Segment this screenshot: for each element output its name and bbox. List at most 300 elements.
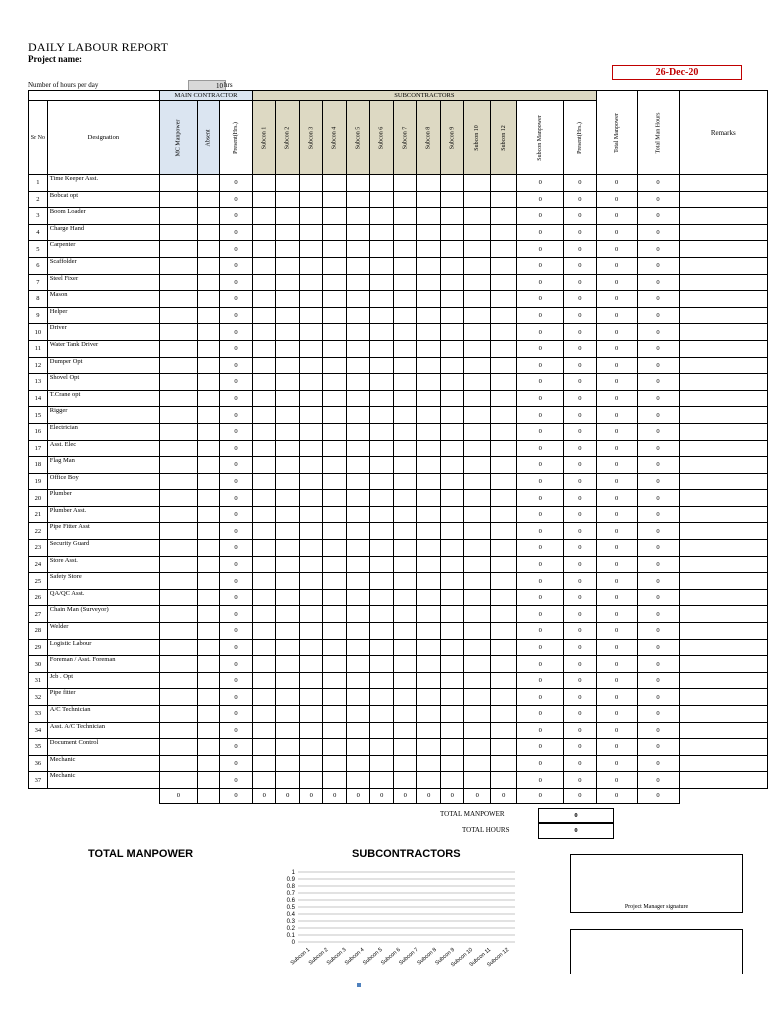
subcon-cell[interactable] (393, 606, 417, 623)
absent-cell[interactable] (197, 623, 219, 640)
subcon-cell[interactable] (464, 473, 491, 490)
subcon-cell[interactable] (252, 656, 276, 673)
subcon-cell[interactable] (252, 457, 276, 474)
subcon-cell[interactable] (252, 374, 276, 391)
subcon-cell[interactable] (393, 490, 417, 507)
subcon-cell[interactable] (393, 556, 417, 573)
absent-cell[interactable] (197, 291, 219, 308)
mc-manpower-cell[interactable] (159, 623, 197, 640)
mc-manpower-cell[interactable] (159, 473, 197, 490)
subcon-cell[interactable] (323, 689, 347, 706)
mc-manpower-cell[interactable] (159, 224, 197, 241)
remarks-cell[interactable] (679, 606, 767, 623)
subcon-cell[interactable] (252, 224, 276, 241)
subcon-cell[interactable] (276, 722, 300, 739)
remarks-cell[interactable] (679, 540, 767, 557)
subcon-cell[interactable] (323, 606, 347, 623)
subcon-cell[interactable] (276, 407, 300, 424)
subcon-cell[interactable] (346, 589, 370, 606)
subcon-cell[interactable] (276, 340, 300, 357)
subcon-cell[interactable] (440, 606, 464, 623)
subcon-cell[interactable] (440, 191, 464, 208)
absent-cell[interactable] (197, 257, 219, 274)
subcon-cell[interactable] (323, 540, 347, 557)
subcon-cell[interactable] (323, 423, 347, 440)
subcon-cell[interactable] (440, 755, 464, 772)
subcon-cell[interactable] (490, 307, 517, 324)
remarks-cell[interactable] (679, 274, 767, 291)
subcon-cell[interactable] (393, 241, 417, 258)
subcon-cell[interactable] (393, 457, 417, 474)
subcon-cell[interactable] (464, 307, 491, 324)
remarks-cell[interactable] (679, 340, 767, 357)
absent-cell[interactable] (197, 307, 219, 324)
subcon-cell[interactable] (346, 423, 370, 440)
subcon-cell[interactable] (370, 291, 394, 308)
subcon-cell[interactable] (299, 440, 323, 457)
subcon-cell[interactable] (276, 490, 300, 507)
subcon-cell[interactable] (490, 224, 517, 241)
subcon-cell[interactable] (252, 540, 276, 557)
subcon-cell[interactable] (276, 755, 300, 772)
subcon-cell[interactable] (417, 506, 441, 523)
subcon-cell[interactable] (370, 340, 394, 357)
remarks-cell[interactable] (679, 739, 767, 756)
remarks-cell[interactable] (679, 755, 767, 772)
subcon-cell[interactable] (464, 606, 491, 623)
subcon-cell[interactable] (323, 755, 347, 772)
subcon-cell[interactable] (346, 623, 370, 640)
subcon-cell[interactable] (323, 324, 347, 341)
subcon-cell[interactable] (346, 606, 370, 623)
mc-manpower-cell[interactable] (159, 324, 197, 341)
mc-manpower-cell[interactable] (159, 506, 197, 523)
subcon-cell[interactable] (464, 506, 491, 523)
mc-manpower-cell[interactable] (159, 390, 197, 407)
subcon-cell[interactable] (323, 523, 347, 540)
subcon-cell[interactable] (323, 672, 347, 689)
subcon-cell[interactable] (464, 241, 491, 258)
subcon-cell[interactable] (323, 739, 347, 756)
subcon-cell[interactable] (346, 257, 370, 274)
mc-manpower-cell[interactable] (159, 340, 197, 357)
subcon-cell[interactable] (464, 208, 491, 225)
subcon-cell[interactable] (323, 357, 347, 374)
absent-cell[interactable] (197, 706, 219, 723)
subcon-cell[interactable] (464, 340, 491, 357)
subcon-cell[interactable] (417, 523, 441, 540)
subcon-cell[interactable] (299, 208, 323, 225)
remarks-cell[interactable] (679, 224, 767, 241)
absent-cell[interactable] (197, 672, 219, 689)
remarks-cell[interactable] (679, 423, 767, 440)
subcon-cell[interactable] (490, 175, 517, 192)
remarks-cell[interactable] (679, 506, 767, 523)
subcon-cell[interactable] (299, 423, 323, 440)
subcon-cell[interactable] (464, 390, 491, 407)
subcon-cell[interactable] (464, 175, 491, 192)
subcon-cell[interactable] (490, 274, 517, 291)
remarks-cell[interactable] (679, 291, 767, 308)
subcon-cell[interactable] (276, 390, 300, 407)
subcon-cell[interactable] (417, 639, 441, 656)
subcon-cell[interactable] (417, 556, 441, 573)
subcon-cell[interactable] (464, 706, 491, 723)
subcon-cell[interactable] (252, 739, 276, 756)
mc-manpower-cell[interactable] (159, 175, 197, 192)
subcon-cell[interactable] (346, 706, 370, 723)
subcon-cell[interactable] (299, 473, 323, 490)
subcon-cell[interactable] (490, 440, 517, 457)
subcon-cell[interactable] (370, 457, 394, 474)
subcon-cell[interactable] (252, 324, 276, 341)
subcon-cell[interactable] (323, 573, 347, 590)
subcon-cell[interactable] (252, 556, 276, 573)
subcon-cell[interactable] (370, 307, 394, 324)
subcon-cell[interactable] (393, 407, 417, 424)
subcon-cell[interactable] (417, 374, 441, 391)
subcon-cell[interactable] (299, 573, 323, 590)
subcon-cell[interactable] (464, 573, 491, 590)
subcon-cell[interactable] (346, 772, 370, 789)
subcon-cell[interactable] (346, 473, 370, 490)
subcon-cell[interactable] (252, 706, 276, 723)
subcon-cell[interactable] (417, 623, 441, 640)
subcon-cell[interactable] (323, 374, 347, 391)
remarks-cell[interactable] (679, 191, 767, 208)
subcon-cell[interactable] (464, 623, 491, 640)
absent-cell[interactable] (197, 374, 219, 391)
subcon-cell[interactable] (276, 556, 300, 573)
subcon-cell[interactable] (276, 291, 300, 308)
subcon-cell[interactable] (276, 672, 300, 689)
subcon-cell[interactable] (440, 357, 464, 374)
subcon-cell[interactable] (299, 523, 323, 540)
subcon-cell[interactable] (464, 357, 491, 374)
subcon-cell[interactable] (370, 523, 394, 540)
absent-cell[interactable] (197, 208, 219, 225)
subcon-cell[interactable] (252, 291, 276, 308)
subcon-cell[interactable] (346, 307, 370, 324)
mc-manpower-cell[interactable] (159, 639, 197, 656)
mc-manpower-cell[interactable] (159, 755, 197, 772)
subcon-cell[interactable] (464, 656, 491, 673)
subcon-cell[interactable] (417, 722, 441, 739)
subcon-cell[interactable] (393, 473, 417, 490)
remarks-cell[interactable] (679, 457, 767, 474)
remarks-cell[interactable] (679, 722, 767, 739)
subcon-cell[interactable] (276, 274, 300, 291)
subcon-cell[interactable] (346, 340, 370, 357)
subcon-cell[interactable] (417, 423, 441, 440)
subcon-cell[interactable] (276, 506, 300, 523)
mc-manpower-cell[interactable] (159, 423, 197, 440)
subcon-cell[interactable] (393, 739, 417, 756)
subcon-cell[interactable] (252, 490, 276, 507)
subcon-cell[interactable] (276, 307, 300, 324)
subcon-cell[interactable] (276, 324, 300, 341)
subcon-cell[interactable] (276, 257, 300, 274)
subcon-cell[interactable] (490, 573, 517, 590)
subcon-cell[interactable] (276, 706, 300, 723)
absent-cell[interactable] (197, 739, 219, 756)
subcon-cell[interactable] (299, 274, 323, 291)
remarks-cell[interactable] (679, 656, 767, 673)
remarks-cell[interactable] (679, 374, 767, 391)
report-date[interactable]: 26-Dec-20 (612, 65, 742, 80)
remarks-cell[interactable] (679, 523, 767, 540)
subcon-cell[interactable] (417, 324, 441, 341)
subcon-cell[interactable] (276, 739, 300, 756)
subcon-cell[interactable] (370, 490, 394, 507)
subcon-cell[interactable] (417, 772, 441, 789)
remarks-cell[interactable] (679, 357, 767, 374)
subcon-cell[interactable] (370, 556, 394, 573)
subcon-cell[interactable] (252, 589, 276, 606)
subcon-cell[interactable] (323, 291, 347, 308)
subcon-cell[interactable] (252, 623, 276, 640)
remarks-cell[interactable] (679, 241, 767, 258)
subcon-cell[interactable] (346, 573, 370, 590)
subcon-cell[interactable] (490, 257, 517, 274)
absent-cell[interactable] (197, 523, 219, 540)
subcon-cell[interactable] (464, 755, 491, 772)
subcon-cell[interactable] (346, 639, 370, 656)
subcon-cell[interactable] (464, 556, 491, 573)
absent-cell[interactable] (197, 606, 219, 623)
subcon-cell[interactable] (323, 407, 347, 424)
mc-manpower-cell[interactable] (159, 706, 197, 723)
subcon-cell[interactable] (464, 257, 491, 274)
subcon-cell[interactable] (323, 224, 347, 241)
remarks-cell[interactable] (679, 175, 767, 192)
subcon-cell[interactable] (346, 540, 370, 557)
subcon-cell[interactable] (417, 224, 441, 241)
subcon-cell[interactable] (490, 473, 517, 490)
subcon-cell[interactable] (440, 291, 464, 308)
subcon-cell[interactable] (276, 589, 300, 606)
subcon-cell[interactable] (252, 689, 276, 706)
subcon-cell[interactable] (252, 208, 276, 225)
subcon-cell[interactable] (323, 623, 347, 640)
subcon-cell[interactable] (393, 291, 417, 308)
subcon-cell[interactable] (323, 340, 347, 357)
subcon-cell[interactable] (370, 540, 394, 557)
remarks-cell[interactable] (679, 556, 767, 573)
subcon-cell[interactable] (370, 423, 394, 440)
subcon-cell[interactable] (323, 639, 347, 656)
subcon-cell[interactable] (417, 706, 441, 723)
subcon-cell[interactable] (370, 755, 394, 772)
subcon-cell[interactable] (346, 556, 370, 573)
mc-manpower-cell[interactable] (159, 739, 197, 756)
subcon-cell[interactable] (323, 175, 347, 192)
subcon-cell[interactable] (464, 722, 491, 739)
remarks-cell[interactable] (679, 208, 767, 225)
subcon-cell[interactable] (464, 407, 491, 424)
subcon-cell[interactable] (252, 274, 276, 291)
subcon-cell[interactable] (393, 440, 417, 457)
subcon-cell[interactable] (393, 257, 417, 274)
subcon-cell[interactable] (490, 722, 517, 739)
subcon-cell[interactable] (276, 457, 300, 474)
subcon-cell[interactable] (417, 689, 441, 706)
remarks-cell[interactable] (679, 490, 767, 507)
remarks-cell[interactable] (679, 473, 767, 490)
subcon-cell[interactable] (252, 722, 276, 739)
subcon-cell[interactable] (464, 224, 491, 241)
subcon-cell[interactable] (370, 722, 394, 739)
subcon-cell[interactable] (346, 672, 370, 689)
subcon-cell[interactable] (464, 191, 491, 208)
subcon-cell[interactable] (252, 672, 276, 689)
subcon-cell[interactable] (464, 374, 491, 391)
subcon-cell[interactable] (440, 556, 464, 573)
subcon-cell[interactable] (490, 656, 517, 673)
subcon-cell[interactable] (464, 689, 491, 706)
remarks-cell[interactable] (679, 324, 767, 341)
subcon-cell[interactable] (252, 191, 276, 208)
subcon-cell[interactable] (464, 772, 491, 789)
subcon-cell[interactable] (440, 224, 464, 241)
subcon-cell[interactable] (252, 307, 276, 324)
subcon-cell[interactable] (440, 672, 464, 689)
mc-manpower-cell[interactable] (159, 523, 197, 540)
subcon-cell[interactable] (490, 772, 517, 789)
subcon-cell[interactable] (252, 340, 276, 357)
subcon-cell[interactable] (490, 390, 517, 407)
subcon-cell[interactable] (370, 589, 394, 606)
subcon-cell[interactable] (417, 390, 441, 407)
hours-per-day-value[interactable]: 10 (188, 80, 226, 92)
subcon-cell[interactable] (299, 623, 323, 640)
remarks-cell[interactable] (679, 440, 767, 457)
subcon-cell[interactable] (276, 606, 300, 623)
subcon-cell[interactable] (490, 407, 517, 424)
subcon-cell[interactable] (323, 506, 347, 523)
subcon-cell[interactable] (464, 523, 491, 540)
absent-cell[interactable] (197, 324, 219, 341)
subcon-cell[interactable] (440, 689, 464, 706)
subcon-cell[interactable] (252, 523, 276, 540)
subcon-cell[interactable] (393, 357, 417, 374)
subcon-cell[interactable] (299, 755, 323, 772)
absent-cell[interactable] (197, 191, 219, 208)
subcon-cell[interactable] (276, 473, 300, 490)
subcon-cell[interactable] (417, 573, 441, 590)
subcon-cell[interactable] (464, 274, 491, 291)
subcon-cell[interactable] (417, 257, 441, 274)
subcon-cell[interactable] (370, 374, 394, 391)
subcon-cell[interactable] (346, 407, 370, 424)
subcon-cell[interactable] (299, 606, 323, 623)
absent-cell[interactable] (197, 423, 219, 440)
remarks-cell[interactable] (679, 672, 767, 689)
subcon-cell[interactable] (440, 175, 464, 192)
subcon-cell[interactable] (440, 540, 464, 557)
mc-manpower-cell[interactable] (159, 257, 197, 274)
subcon-cell[interactable] (252, 573, 276, 590)
subcon-cell[interactable] (323, 440, 347, 457)
subcon-cell[interactable] (393, 573, 417, 590)
subcon-cell[interactable] (490, 357, 517, 374)
subcon-cell[interactable] (464, 589, 491, 606)
mc-manpower-cell[interactable] (159, 722, 197, 739)
subcon-cell[interactable] (252, 506, 276, 523)
subcon-cell[interactable] (464, 540, 491, 557)
subcon-cell[interactable] (299, 340, 323, 357)
remarks-cell[interactable] (679, 307, 767, 324)
subcon-cell[interactable] (276, 772, 300, 789)
subcon-cell[interactable] (276, 656, 300, 673)
subcon-cell[interactable] (346, 689, 370, 706)
subcon-cell[interactable] (393, 755, 417, 772)
subcon-cell[interactable] (440, 589, 464, 606)
subcon-cell[interactable] (490, 606, 517, 623)
subcon-cell[interactable] (490, 324, 517, 341)
subcon-cell[interactable] (323, 722, 347, 739)
subcon-cell[interactable] (276, 208, 300, 225)
subcon-cell[interactable] (299, 224, 323, 241)
mc-manpower-cell[interactable] (159, 689, 197, 706)
subcon-cell[interactable] (370, 639, 394, 656)
subcon-cell[interactable] (440, 457, 464, 474)
subcon-cell[interactable] (299, 307, 323, 324)
subcon-cell[interactable] (323, 556, 347, 573)
subcon-cell[interactable] (490, 589, 517, 606)
subcon-cell[interactable] (393, 390, 417, 407)
subcon-cell[interactable] (393, 208, 417, 225)
absent-cell[interactable] (197, 224, 219, 241)
subcon-cell[interactable] (346, 739, 370, 756)
subcon-cell[interactable] (299, 556, 323, 573)
mc-manpower-cell[interactable] (159, 208, 197, 225)
subcon-cell[interactable] (299, 324, 323, 341)
subcon-cell[interactable] (346, 490, 370, 507)
subcon-cell[interactable] (440, 257, 464, 274)
remarks-cell[interactable] (679, 772, 767, 789)
subcon-cell[interactable] (276, 357, 300, 374)
subcon-cell[interactable] (440, 506, 464, 523)
subcon-cell[interactable] (346, 755, 370, 772)
subcon-cell[interactable] (370, 208, 394, 225)
subcon-cell[interactable] (346, 722, 370, 739)
absent-cell[interactable] (197, 175, 219, 192)
subcon-cell[interactable] (417, 340, 441, 357)
subcon-cell[interactable] (299, 739, 323, 756)
subcon-cell[interactable] (464, 739, 491, 756)
mc-manpower-cell[interactable] (159, 772, 197, 789)
mc-manpower-cell[interactable] (159, 606, 197, 623)
subcon-cell[interactable] (346, 506, 370, 523)
subcon-cell[interactable] (490, 523, 517, 540)
subcon-cell[interactable] (370, 689, 394, 706)
absent-cell[interactable] (197, 473, 219, 490)
mc-manpower-cell[interactable] (159, 573, 197, 590)
subcon-cell[interactable] (299, 589, 323, 606)
subcon-cell[interactable] (417, 274, 441, 291)
absent-cell[interactable] (197, 755, 219, 772)
subcon-cell[interactable] (299, 257, 323, 274)
subcon-cell[interactable] (417, 208, 441, 225)
subcon-cell[interactable] (252, 639, 276, 656)
subcon-cell[interactable] (276, 440, 300, 457)
subcon-cell[interactable] (393, 523, 417, 540)
subcon-cell[interactable] (393, 307, 417, 324)
subcon-cell[interactable] (440, 490, 464, 507)
absent-cell[interactable] (197, 589, 219, 606)
subcon-cell[interactable] (417, 672, 441, 689)
